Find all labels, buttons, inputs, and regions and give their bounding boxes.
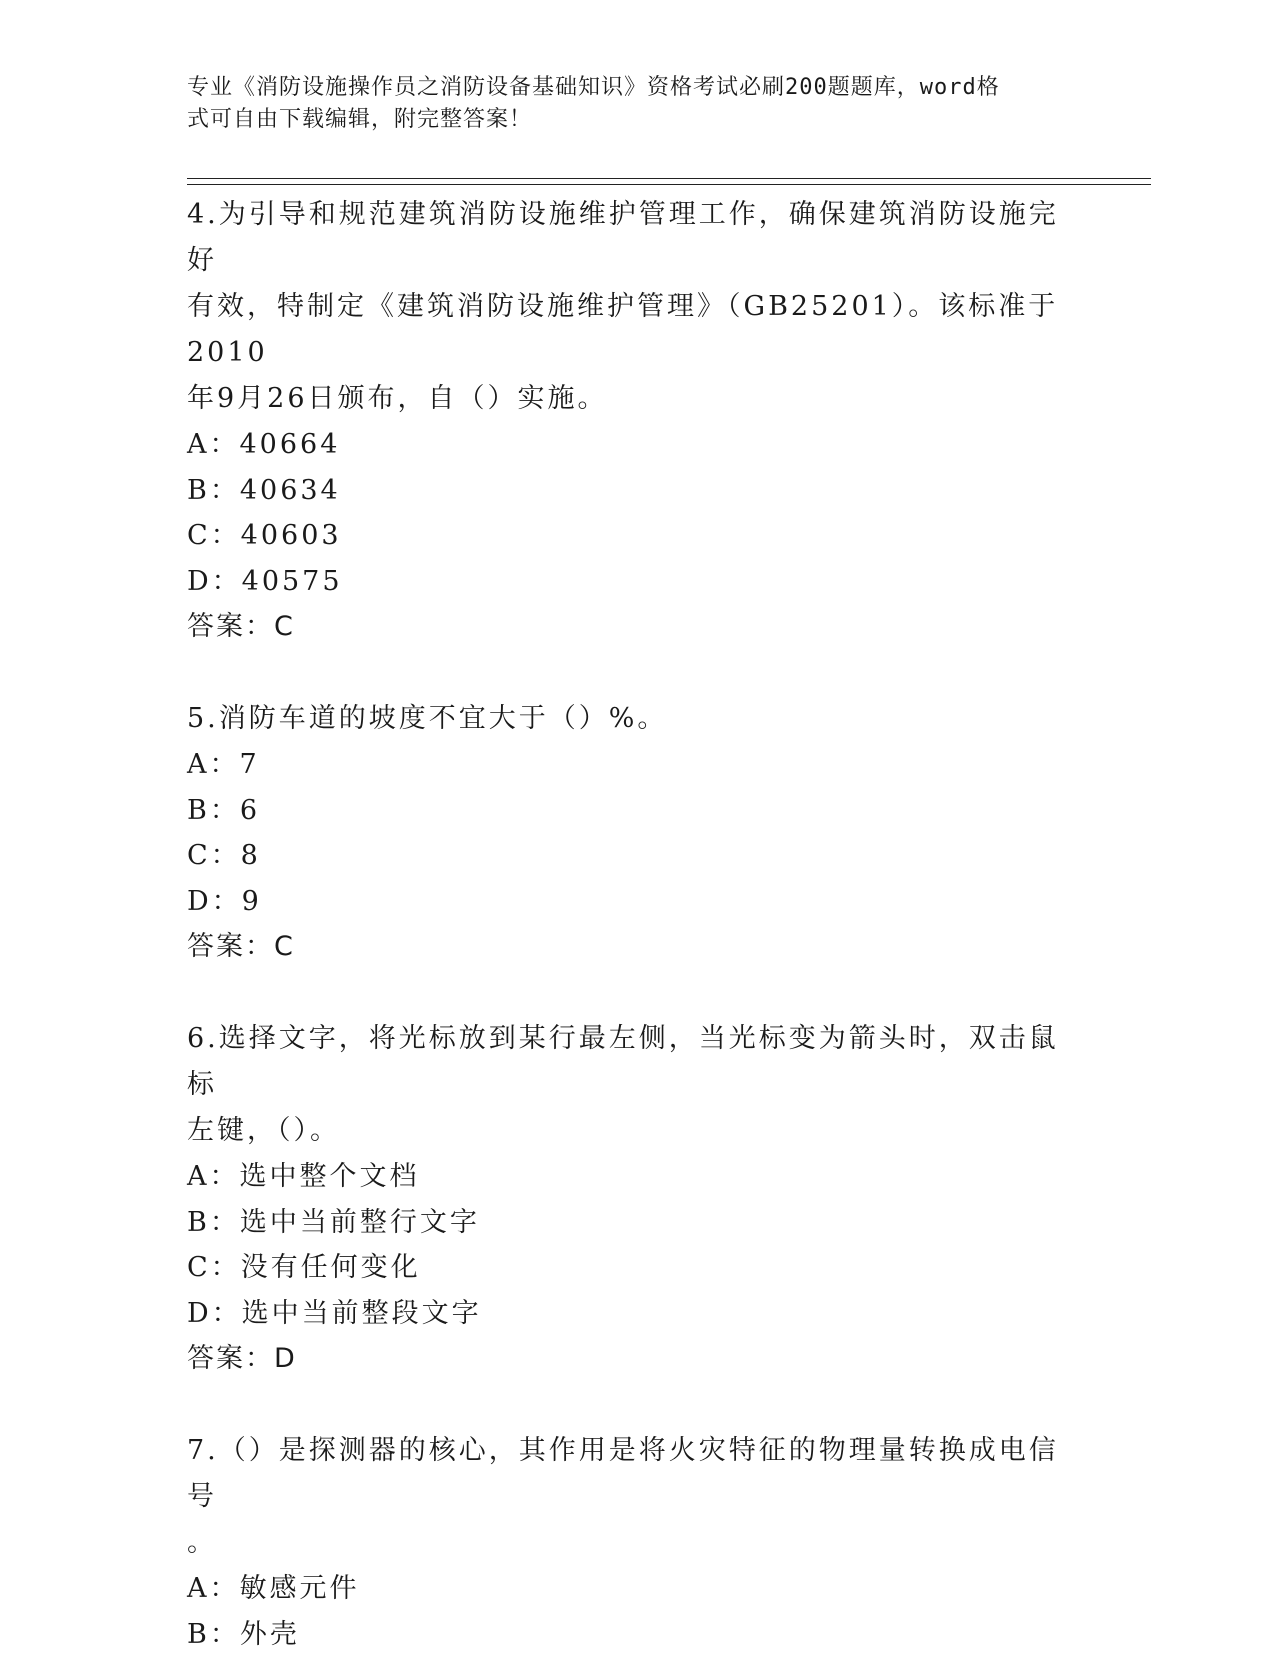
option-b: B：6 — [187, 788, 1087, 834]
option-d: D：40575 — [187, 559, 1087, 605]
answer-line: 答案：C — [187, 924, 1087, 970]
option-c: C：40603 — [187, 513, 1087, 559]
answer-line: 答案：C — [187, 604, 1087, 650]
option-a: A：40664 — [187, 422, 1087, 468]
question-stem-line: 6.选择文字，将光标放到某行最左侧，当光标变为箭头时，双击鼠标 — [187, 1016, 1087, 1108]
option-a: A：选中整个文档 — [187, 1154, 1087, 1200]
question-stem-line: 年9月26日颁布，自（）实施。 — [187, 376, 1087, 422]
question-item — [187, 192, 1087, 650]
option-c: C：8 — [187, 833, 1087, 879]
answer-line: 答案：D — [187, 1336, 1087, 1382]
option-b: B：外壳 — [187, 1612, 1087, 1657]
option-b: B：选中当前整行文字 — [187, 1200, 1087, 1246]
question-item — [187, 1428, 1087, 1657]
question-list — [187, 192, 1087, 1657]
header-line-1: 专业《消防设施操作员之消防设备基础知识》资格考试必刷200题题库，word格 — [187, 72, 1067, 104]
option-c: C：没有任何变化 — [187, 1245, 1087, 1291]
header-divider-top — [187, 178, 1151, 179]
question-stem-line: 有效，特制定《建筑消防设施维护管理》（GB25201）。该标准于2010 — [187, 284, 1087, 376]
header-line-2: 式可自由下载编辑，附完整答案！ — [187, 104, 1067, 136]
option-a: A：7 — [187, 742, 1087, 788]
header-divider-bottom — [187, 184, 1151, 185]
option-a: A：敏感元件 — [187, 1566, 1087, 1612]
question-item — [187, 696, 1087, 970]
option-b: B：40634 — [187, 468, 1087, 514]
question-stem-line: 7.（）是探测器的核心，其作用是将火灾特征的物理量转换成电信号 — [187, 1428, 1087, 1520]
question-stem-line: 5.消防车道的坡度不宜大于（）%。 — [187, 696, 1087, 742]
document-header — [187, 72, 1067, 136]
question-stem-line: 。 — [187, 1520, 1087, 1566]
option-d: D：选中当前整段文字 — [187, 1291, 1087, 1337]
question-stem-line: 左键，（）。 — [187, 1108, 1087, 1154]
question-item — [187, 1016, 1087, 1382]
option-d: D：9 — [187, 879, 1087, 925]
question-stem-line: 4.为引导和规范建筑消防设施维护管理工作，确保建筑消防设施完好 — [187, 192, 1087, 284]
